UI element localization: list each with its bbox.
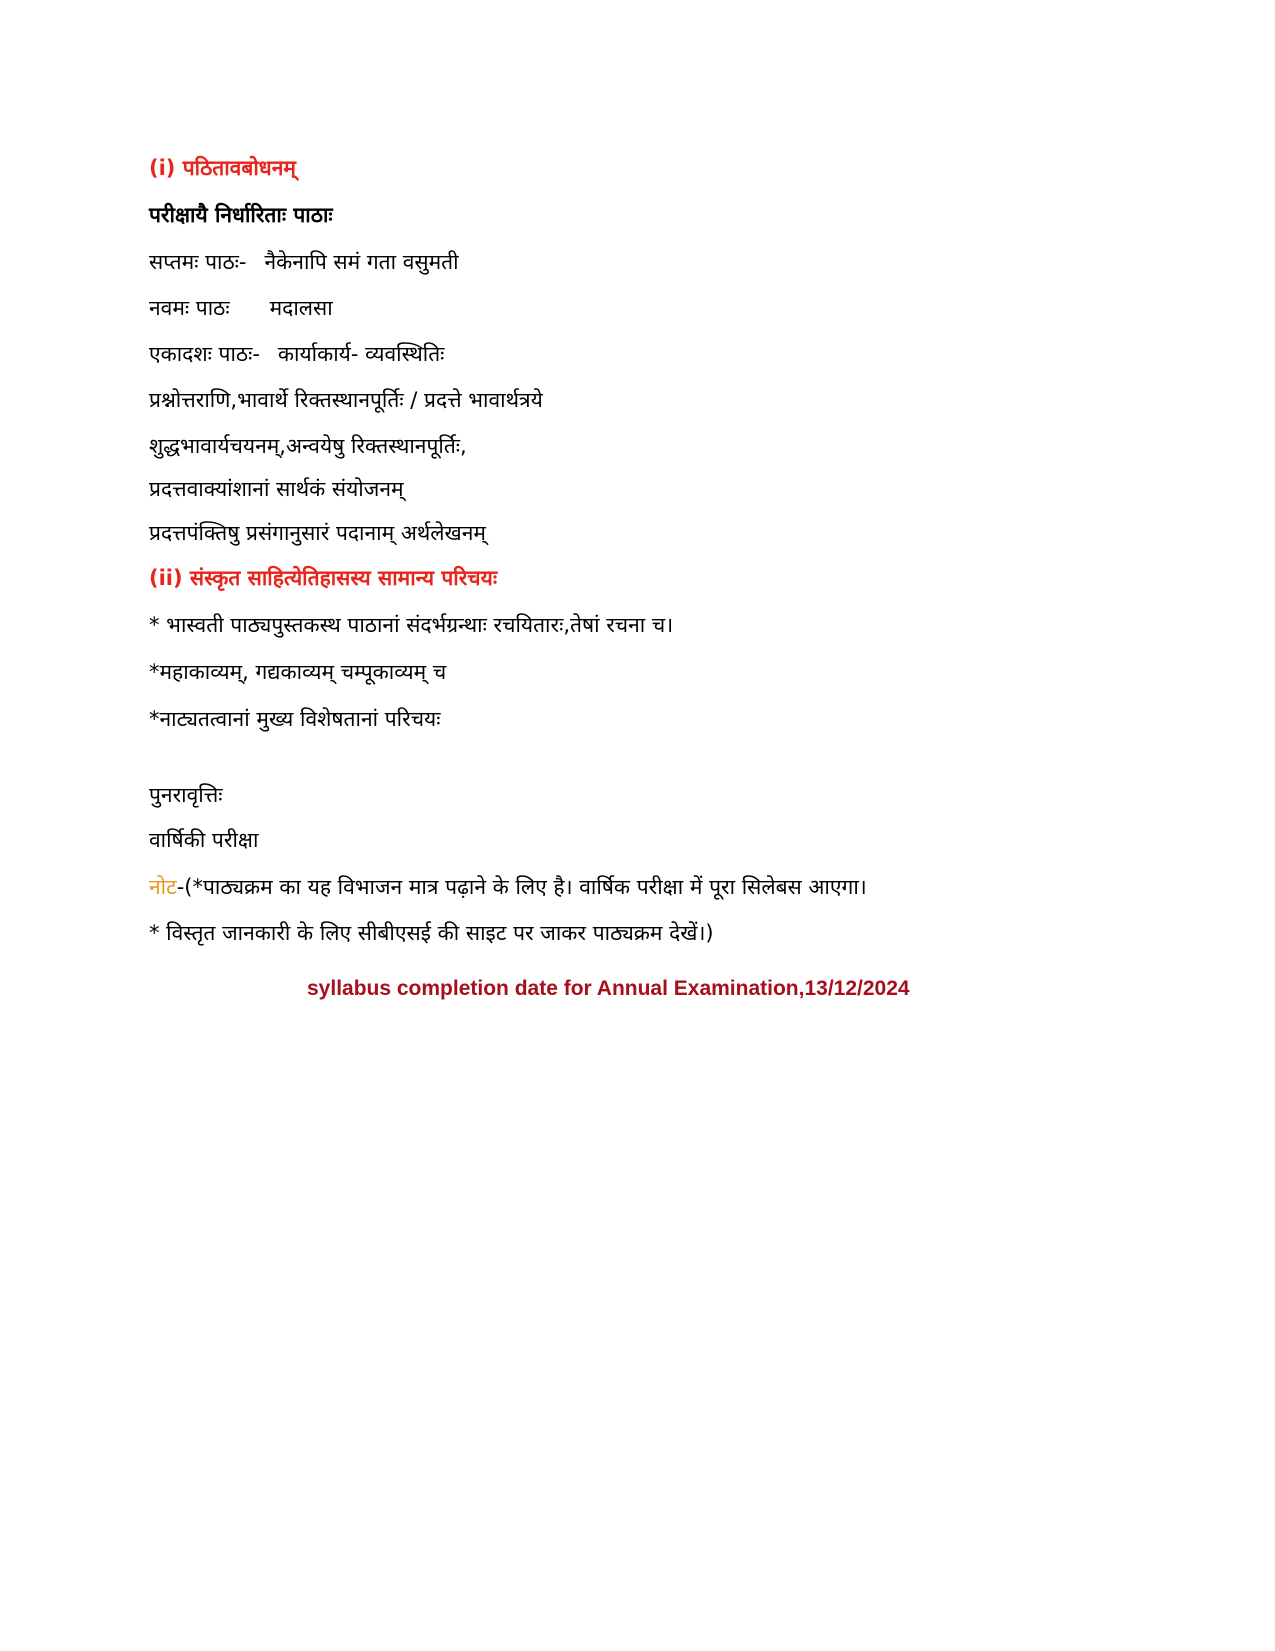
annual-exam-label: वार्षिकी परीक्षा [149,828,259,852]
section-heading-literature-history: (ii) संस्कृत साहित्येतिहासस्य सामान्य परिचयः [149,566,498,590]
note-line [149,872,867,902]
syllabus-line: प्रदत्तपंक्तिषु प्रसंगानुसारं पदानाम् अर्थलेखनम् [149,521,486,545]
syllabus-line: शुद्धभावार्यचयनम्,अन्वयेषु रिक्तस्थानपूर्तिः, [149,434,467,458]
lesson-row [149,247,459,277]
syllabus-line: प्रदत्तवाक्यांशानां सार्थकं संयोजनम् [149,477,404,501]
lesson-row [149,293,333,323]
literature-item: *महाकाव्यम्, गद्यकाव्यम् चम्पूकाव्यम् च [149,660,447,684]
lesson-number: एकादशः पाठः- [149,342,260,366]
lesson-number: सप्तमः पाठः- [149,250,247,274]
prescribed-lessons-heading: परीक्षायै निर्धारिताः पाठाः [149,203,333,227]
lesson-title: नैकेनापि समं गता वसुमती [264,250,459,274]
lesson-row [149,339,444,369]
note-label: नोट [149,875,177,899]
lesson-title: मदालसा [269,296,333,320]
literature-item: *नाट्यतत्वानां मुख्य विशेषतानां परिचयः [149,707,441,731]
syllabus-completion-date: syllabus completion date for Annual Examination,13/12/2024 [307,977,910,1000]
lesson-title: कार्याकार्य- व्यवस्थितिः [277,342,445,366]
lesson-number: नवमः पाठः [149,296,230,320]
note-line-2: * विस्तृत जानकारी के लिए सीबीएसई की साइट पर जाकर पाठ्यक्रम देखें।) [149,921,714,945]
note-text: -(*पाठ्यक्रम का यह विभाजन मात्र पढ़ाने के लिए है। वार्षिक परीक्षा में पूरा सिलेबस आएगा। [176,875,867,899]
literature-item: * भास्वती पाठ्यपुस्तकस्थ पाठानां संदर्भग्रन्थाः रचयितारः,तेषां रचना च। [149,613,674,637]
syllabus-line: प्रश्नोत्तराणि,भावार्थे रिक्तस्थानपूर्तिः / प्रदत्ते भावार्थत्रये [149,388,543,412]
revision-label: पुनरावृत्तिः [149,783,223,807]
section-heading-reading-comprehension: (i) पठितावबोधनम् [149,156,296,180]
